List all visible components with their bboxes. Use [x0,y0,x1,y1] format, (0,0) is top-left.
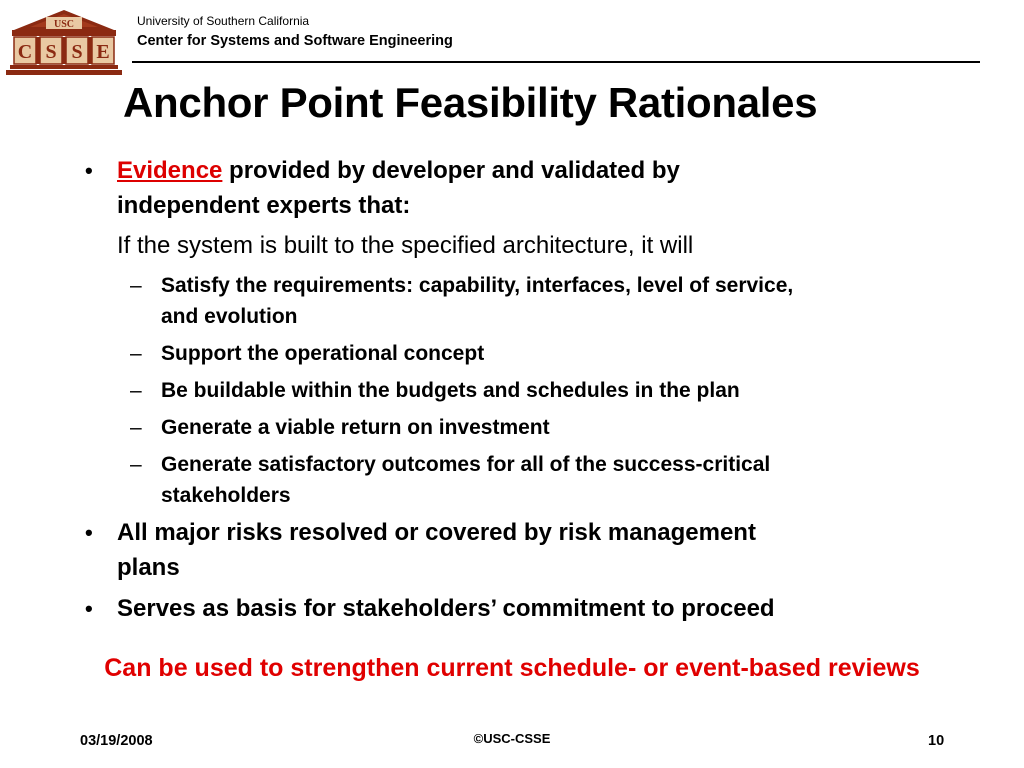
dash-marker: – [130,453,142,476]
bullet-dot: • [85,596,93,621]
dash-marker: – [130,379,142,402]
logo-letter-e: E [96,41,110,63]
header-divider [132,61,980,63]
usc-csse-logo [6,8,122,76]
slide-title: Anchor Point Feasibility Rationales [123,79,818,126]
logo-letter-s2: S [71,41,83,63]
evidence-link: Evidence [117,157,223,184]
logo-letter-c: C [17,41,33,63]
sub-item-buildable: Be buildable within the budgets and schedules in the plan [161,379,740,402]
bullet-evidence-line2: independent experts that: [117,192,411,219]
bullet-evidence-rest: provided by developer and validated by [222,157,680,184]
sub-item-operational: Support the operational concept [161,342,485,365]
page-number: 10 [928,733,945,749]
architecture-statement: If the system is built to the specified architecture, it will [117,232,694,259]
sub-item-outcomes-line2: stakeholders [161,484,291,507]
bullet-risks-line2: plans [117,554,180,581]
footer-copyright: ©USC-CSSE [473,731,551,746]
dash-marker: – [130,416,142,439]
dash-marker: – [130,342,142,365]
bullet-dot: • [85,158,93,183]
bullet-risks-line1: All major risks resolved or covered by risk management [117,519,756,546]
sub-item-requirements-line1: Satisfy the requirements: capability, interfaces, level of service, [161,274,794,297]
logo-letter-s1: S [45,41,57,63]
sub-item-roi: Generate a viable return on investment [161,416,550,439]
highlight-note: Can be used to strengthen current schedule- or event-based reviews [104,654,920,682]
footer-date: 03/19/2008 [80,733,153,749]
sub-item-requirements-line2: and evolution [161,305,298,328]
logo-usc-text: USC [53,19,75,30]
university-name: University of Southern California [137,14,310,28]
dash-marker: – [130,274,142,297]
center-name: Center for Systems and Software Engineering [137,33,453,49]
sub-item-outcomes-line1: Generate satisfactory outcomes for all of the success-critical [161,453,771,476]
bullet-evidence-line1 [117,155,680,187]
bullet-dot: • [85,520,93,545]
bullet-commitment: Serves as basis for stakeholders’ commitment to proceed [117,595,775,622]
